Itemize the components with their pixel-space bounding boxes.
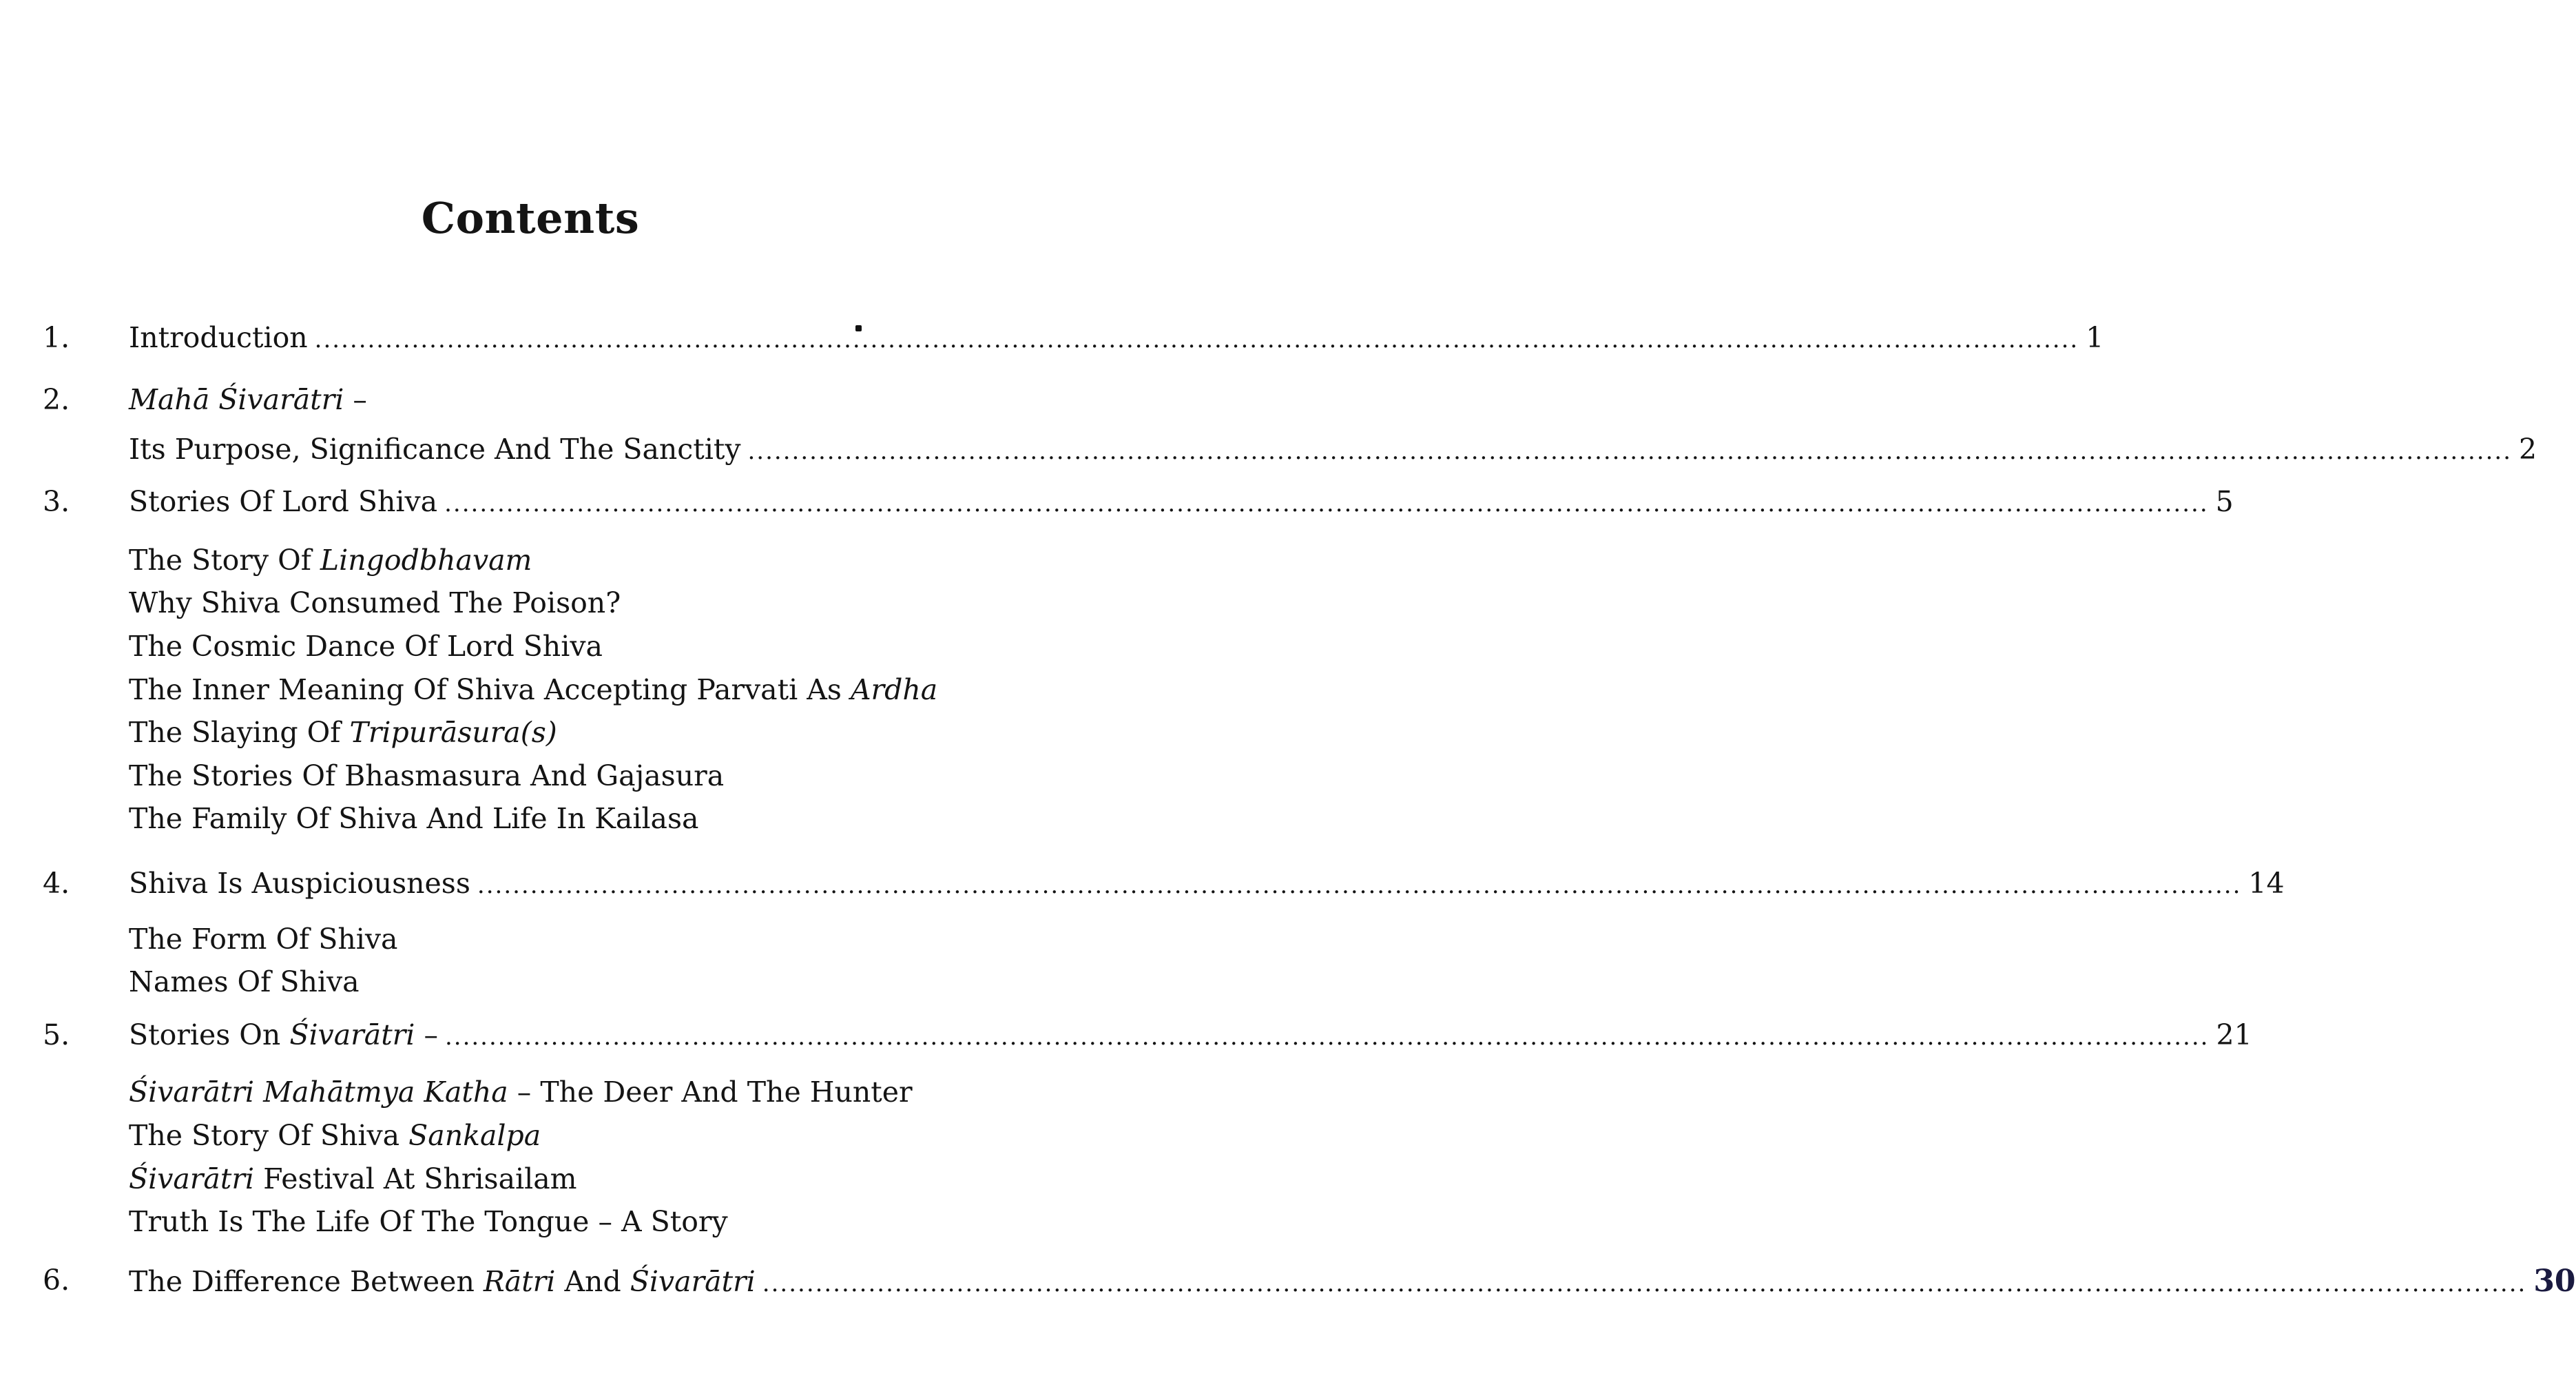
entry-title (129, 485, 438, 518)
toc-subentry (129, 925, 397, 954)
page-number: 21 (2216, 1018, 2252, 1051)
toc-subentry (129, 965, 360, 998)
toc-entry[interactable] (129, 1264, 2576, 1299)
toc-entry[interactable] (129, 433, 2537, 466)
title-fragment: Śivarātri Mahātmya Katha (129, 1076, 508, 1109)
toc-subentry (129, 630, 603, 663)
title-fragment: Truth Is The Life Of The Tongue – A Story (129, 1205, 728, 1238)
toc-subentry (129, 1119, 541, 1152)
dot-leader: ........................................................................................................................................................................................................ (477, 872, 2242, 899)
title-fragment: Stories Of Lord Shiva (129, 485, 438, 518)
title-fragment: The Slaying Of (129, 716, 350, 749)
dot-leader: ........................................................................................................................................................................................................ (444, 490, 2209, 517)
title-fragment: The Family Of Shiva And Life In Kailasa (129, 802, 699, 835)
dot-leader: ........................................................................................................................................................................................................ (314, 326, 2079, 353)
dot-leader: ........................................................................................................................................................................................................ (762, 1270, 2527, 1297)
title-fragment: Sankalpa (408, 1119, 541, 1152)
title-fragment: And (555, 1265, 630, 1298)
toc-subentry (129, 1078, 913, 1107)
title-fragment: Introduction (129, 321, 308, 354)
toc-entry[interactable] (129, 485, 2234, 518)
page-title: Contents (421, 193, 640, 243)
title-fragment: The Story Of (129, 544, 320, 577)
page-number: 5 (2215, 485, 2234, 518)
entry-number: 5. (43, 1018, 70, 1051)
toc-subentry (129, 673, 938, 706)
title-fragment: Tripurāsura(s) (349, 716, 557, 749)
title-fragment: – The Deer And The Hunter (508, 1076, 913, 1109)
title-fragment: Ardha (850, 673, 938, 706)
entry-number: 2. (43, 383, 70, 416)
title-fragment: Why Shiva Consumed The Poison? (129, 586, 621, 619)
entry-number: 3. (43, 485, 70, 518)
dot-leader: ........................................................................................................................................................................................................ (747, 438, 2513, 465)
title-fragment: The Cosmic Dance Of Lord Shiva (129, 630, 603, 663)
toc-subentry (129, 586, 621, 619)
title-fragment: – (415, 1018, 438, 1051)
toc-subentry (129, 802, 699, 835)
title-fragment: – (344, 383, 367, 416)
entry-title (129, 435, 741, 464)
page-number: 1 (2086, 321, 2104, 354)
toc-subentry (129, 546, 532, 575)
entry-number: 4. (43, 867, 70, 900)
title-fragment: Śivarātri (289, 1018, 415, 1051)
page-number: 14 (2248, 867, 2285, 900)
toc-entry[interactable] (129, 1018, 2252, 1051)
toc-subentry (129, 1162, 577, 1195)
entry-number: 6. (43, 1264, 70, 1297)
title-fragment: The Difference Between (129, 1265, 484, 1298)
toc-entry[interactable] (129, 867, 2285, 900)
toc-subentry (129, 759, 725, 792)
dot-leader: ........................................................................................................................................................................................................ (444, 1023, 2210, 1051)
title-fragment: Rātri (483, 1265, 556, 1298)
title-fragment: The Stories Of Bhasmasura And Gajasura (129, 759, 725, 792)
toc-entry[interactable] (129, 383, 970, 416)
entry-title (129, 1265, 756, 1298)
title-fragment: The Form Of Shiva (129, 923, 398, 956)
title-fragment: The Story Of Shiva (129, 1119, 409, 1152)
title-fragment: Mahā Śivarātri (129, 383, 344, 416)
entry-title (129, 867, 470, 900)
title-fragment: Festival At Shrisailam (254, 1162, 577, 1195)
title-fragment: Stories On (129, 1018, 290, 1051)
toc-subentry (129, 1205, 728, 1238)
page-number: 2 (2519, 433, 2537, 466)
title-fragment: Shiva Is Auspiciousness (129, 867, 470, 900)
title-fragment: Śivarātri (630, 1265, 756, 1298)
title-fragment: Its Purpose, Significance And The Sanctity (129, 433, 741, 466)
entry-title (129, 321, 308, 354)
title-fragment: Names Of Shiva (129, 965, 360, 998)
entry-title (129, 383, 367, 416)
title-fragment: Lingodbhavam (320, 544, 532, 577)
entry-title (129, 1018, 438, 1051)
toc-subentry (129, 716, 557, 749)
title-fragment: Śivarātri (129, 1162, 255, 1195)
entry-number: 1. (43, 321, 70, 354)
page-number: 30 (2533, 1264, 2576, 1299)
title-fragment: The Inner Meaning Of Shiva Accepting Parvati As (129, 673, 851, 706)
toc-entry[interactable] (129, 321, 2104, 354)
